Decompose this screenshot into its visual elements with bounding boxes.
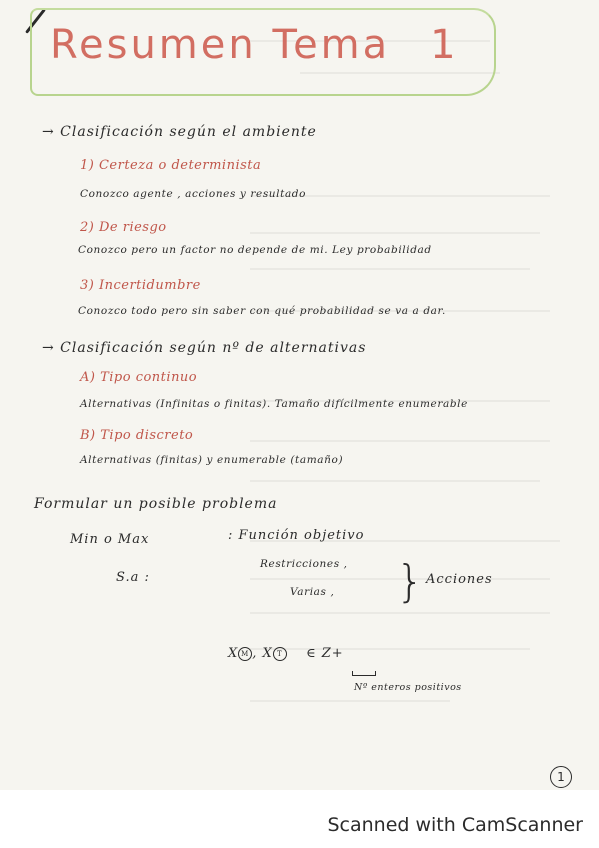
section3-heading: Formular un posible problema (34, 496, 278, 512)
section1-item2-title: 2) De riesgo (80, 220, 167, 235)
subject-to-label: S.a : (116, 570, 150, 585)
section1-item3-title: 3) Incertidumbre (80, 278, 201, 293)
scanner-watermark: Scanned with CamScanner (327, 814, 583, 836)
section1-item1-title: 1) Certeza o determinista (80, 158, 262, 173)
section1-item1-desc: Conozco agente , acciones y resultado (80, 188, 307, 200)
domain-x1: X (228, 646, 239, 661)
section2-item1-title: A) Tipo continuo (80, 370, 198, 385)
section2-item2-title: B) Tipo discreto (80, 428, 194, 443)
section2-item1-desc: Alternativas (Infinitas o finitas). Tamaño difícilmente enumerable (80, 398, 468, 410)
circled-m-icon: M (238, 647, 252, 661)
section2-heading: → Clasificación según nº de alternativas (42, 340, 367, 356)
objective-label: : Función objetivo (228, 528, 365, 543)
circled-t-icon: T (273, 647, 287, 661)
section2-item2-desc: Alternativas (finitas) y enumerable (tamaño) (80, 454, 344, 466)
section1-item3-desc: Conozco todo pero sin saber con qué probabilidad se va a dar. (78, 305, 446, 317)
constraints-line2: Varias , (290, 586, 335, 598)
constraints-line1: Restricciones , (260, 558, 348, 570)
domain-separator: , X (252, 646, 273, 661)
domain-note: Nº enteros positivos (354, 682, 462, 693)
right-brace-icon: } (396, 556, 424, 607)
title-number: 1 (430, 22, 459, 68)
section1-heading: → Clasificación según el ambiente (42, 124, 317, 140)
actions-label: Acciones (426, 572, 493, 587)
objective-minmax: Min o Max (70, 532, 150, 547)
domain-set: ∈ Z+ (305, 646, 344, 661)
scanner-footer (0, 790, 599, 848)
section1-item2-desc: Conozco pero un factor no depende de mi. Ley probabilidad (78, 244, 432, 256)
page-title (50, 22, 459, 68)
domain-expression (228, 646, 344, 661)
title-text: Resumen Tema (50, 22, 391, 68)
underbrace-icon (352, 671, 376, 676)
page-number: 1 (550, 766, 572, 788)
